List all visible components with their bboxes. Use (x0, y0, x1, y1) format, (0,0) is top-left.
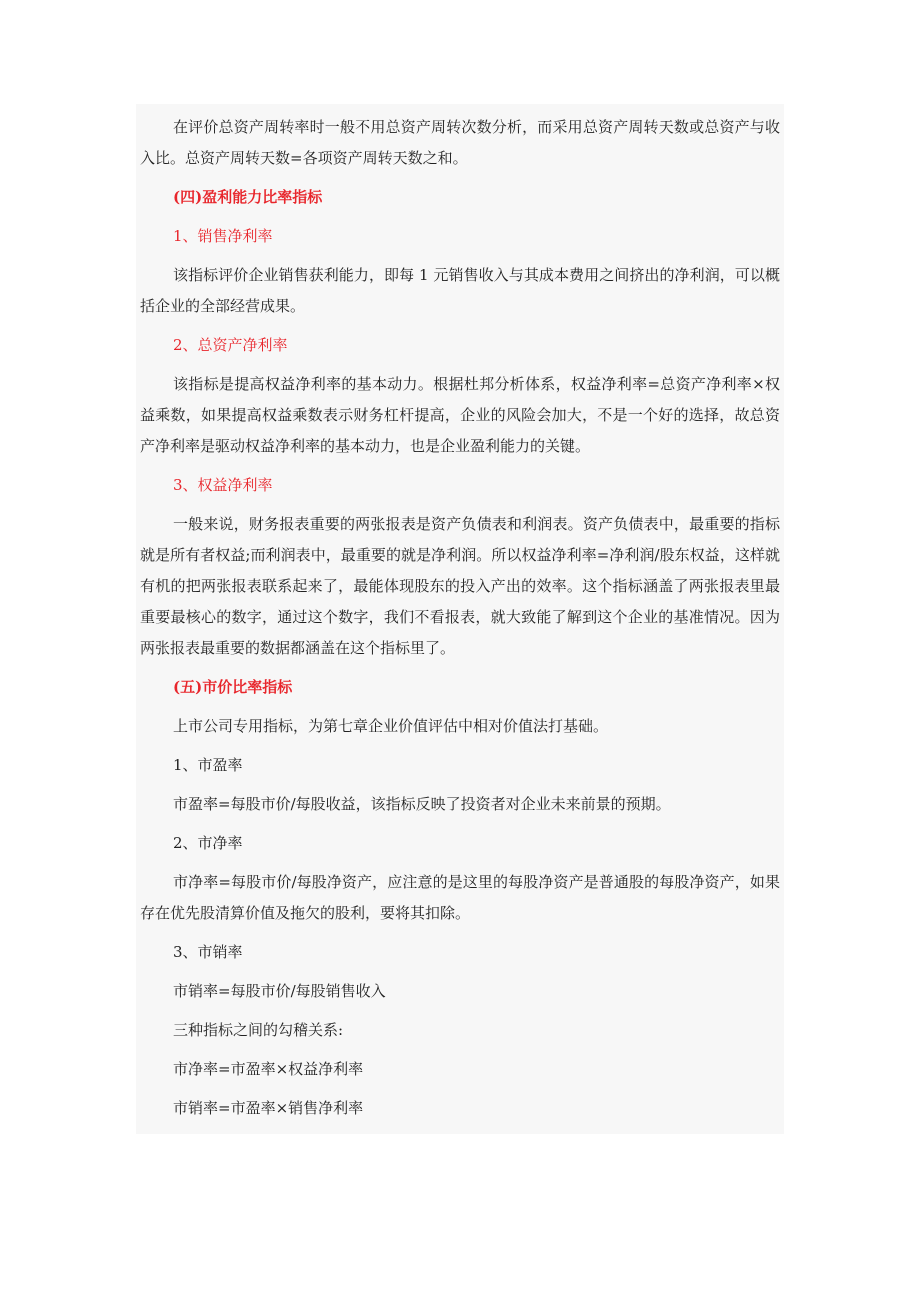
formula-pb-relation: 市净率=市盈率×权益净利率 (173, 1060, 364, 1078)
heading-profitability-ratios: (四)盈利能力比率指标 (173, 188, 323, 206)
subheading-pb-ratio: 2、市净率 (173, 834, 243, 852)
subheading-roa: 2、总资产净利率 (173, 336, 288, 354)
paragraph-roe: 一般来说，财务报表重要的两张报表是资产负债表和利润表。资产负债表中，最重要的指标就是所有者权益;而利润表中，最重要的就是净利润。所以权益净利率=净利润/股东权益，这样就有机的把两张报表联系起来了，最能体现股东的投入产出的效率。这个指标涵盖了两张报表里最重要最核心的数字，通过这个数字，我们不看报表，就大致能了解到这个企业的基准情况。因为两张报表最重要的数据都涵盖在这个指标里了。 (140, 515, 780, 657)
heading-market-ratios: (五)市价比率指标 (173, 678, 293, 696)
paragraph-asset-turnover: 在评价总资产周转率时一般不用总资产周转次数分析，而采用总资产周转天数或总资产与收入比。总资产周转天数=各项资产周转天数之和。 (140, 118, 780, 167)
paragraph-pb-ratio: 市净率=每股市价/每股净资产，应注意的是这里的每股净资产是普通股的每股净资产，如果存在优先股清算价值及拖欠的股利，要将其扣除。 (140, 873, 780, 922)
subheading-net-profit-margin: 1、销售净利率 (173, 227, 273, 245)
document-body (136, 104, 784, 1134)
subheading-roe: 3、权益净利率 (173, 476, 273, 494)
paragraph-market-ratios-intro: 上市公司专用指标，为第七章企业价值评估中相对价值法打基础。 (173, 717, 609, 735)
paragraph-ratio-relations: 三种指标之间的勾稽关系: (173, 1021, 344, 1039)
paragraph-roa: 该指标是提高权益净利率的基本动力。根据杜邦分析体系，权益净利率=总资产净利率×权益乘数，如果提高权益乘数表示财务杠杆提高，企业的风险会加大，不是一个好的选择，故总资产净利率是驱动权益净利率的基本动力，也是企业盈利能力的关键。 (140, 375, 780, 455)
formula-ps-relation: 市销率=市盈率×销售净利率 (173, 1099, 364, 1117)
paragraph-ps-ratio: 市销率=每股市价/每股销售收入 (173, 982, 386, 1000)
subheading-pe-ratio: 1、市盈率 (173, 756, 243, 774)
subheading-ps-ratio: 3、市销率 (173, 943, 243, 961)
paragraph-net-profit-margin: 该指标评价企业销售获利能力，即每 1 元销售收入与其成本费用之间挤出的净利润，可以概括企业的全部经营成果。 (140, 266, 780, 315)
paragraph-pe-ratio: 市盈率=每股市价/每股收益，该指标反映了投资者对企业未来前景的预期。 (173, 795, 671, 813)
